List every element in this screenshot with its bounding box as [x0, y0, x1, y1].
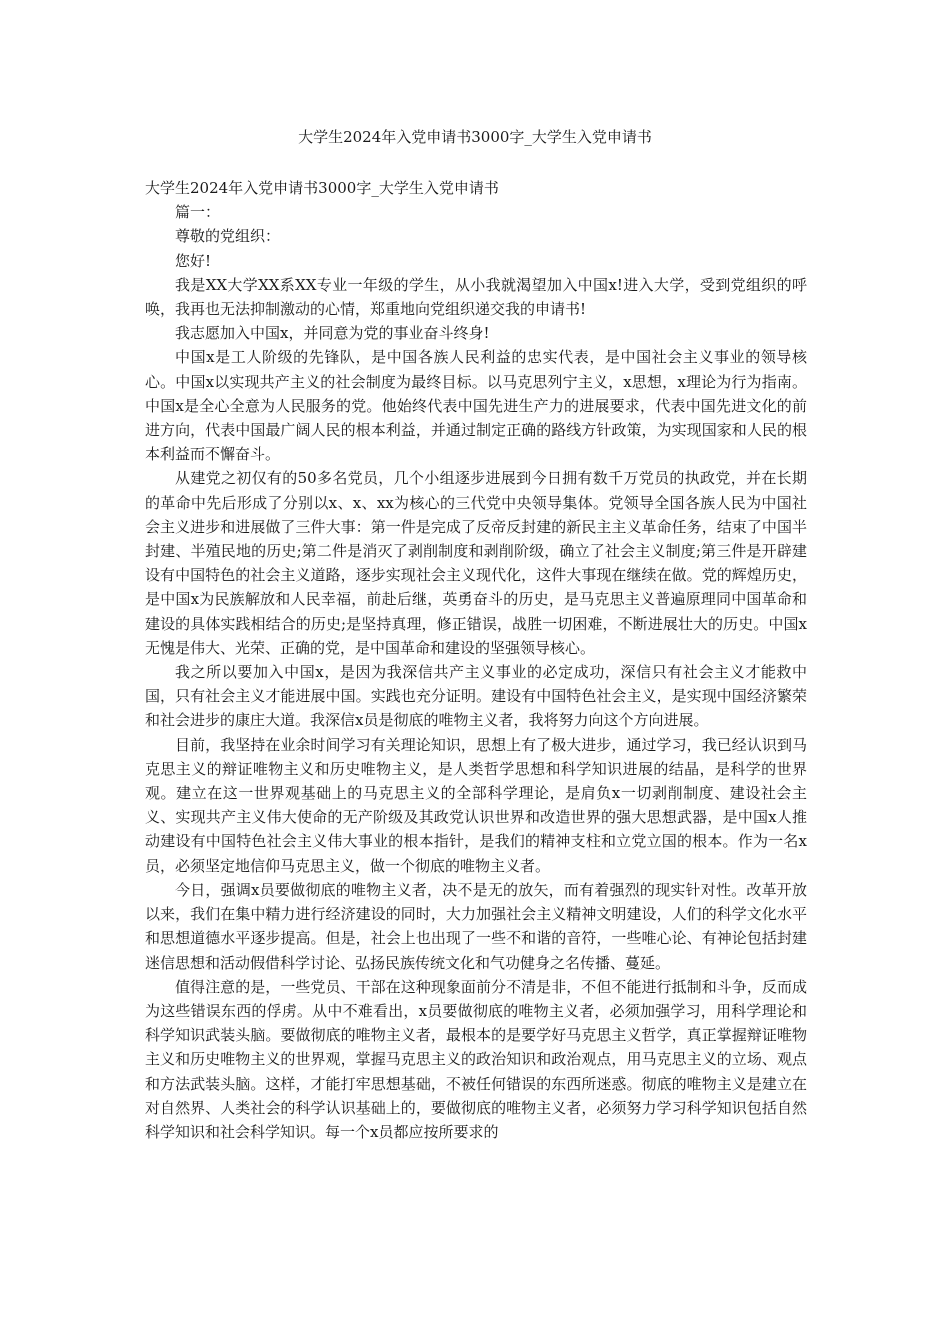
document-body: [145, 176, 807, 1144]
document-title: 大学生2024年入党申请书3000字_大学生入党申请书: [298, 128, 652, 146]
paragraph: 中国x是工人阶级的先锋队，是中国各族人民利益的忠实代表，是中国社会主义事业的领导核心。中国x以实现共产主义的社会制度为最终目标。以马克思列宁主义，x思想，x理论为行为指南。中国x是全心全意为人民服务的党。他始终代表中国先进生产力的进展要求，代表中国先进文化的前进方向，代表中国最广阔人民的根本利益，并通过制定正确的路线方针政策，为实现国家和人民的根本利益而不懈奋斗。: [145, 348, 807, 464]
paragraph: 目前，我坚持在业余时间学习有关理论知识，思想上有了极大进步，通过学习，我已经认识到马克思主义的辩证唯物主义和历史唯物主义，是人类哲学思想和科学知识进展的结晶，是科学的世界观。建立在这一世界观基础上的马克思主义的全部科学理论，是肩负x一切剥削制度、建设社会主义、实现共产主义伟大使命的无产阶级及其政党认识世界和改造世界的强大思想武器，是中国x人推动建设有中国特色社会主义伟大事业的根本指针，是我们的精神支柱和立党立国的根本。作为一名x员，必须坚定地信仰马克思主义，做一个彻底的唯物主义者。: [145, 735, 807, 875]
paragraph: 我之所以要加入中国x，是因为我深信共产主义事业的必定成功，深信只有社会主义才能救中国，只有社会主义才能进展中国。实践也充分证明。建设有中国特色社会主义，是实现中国经济繁荣和社会进步的康庄大道。我深信x员是彻底的唯物主义者，我将努力向这个方向进展。: [145, 663, 807, 730]
paragraph-salutation: 尊敬的党组织：: [175, 227, 281, 246]
paragraph: 今日，强调x员要做彻底的唯物主义者，决不是无的放矢，而有着强烈的现实针对性。改革开放以来，我们在集中精力进行经济建设的同时，大力加强社会主义精神文明建设，人们的科学文化水平和思想道德水平逐步提高。但是，社会上也出现了一些不和谐的音符，一些唯心论、有神论包括封建迷信思想和活动假借科学讨论、弘扬民族传统文化和气功健身之名传播、蔓延。: [145, 880, 807, 972]
paragraph-greeting: 您好!: [175, 251, 212, 270]
paragraph: 我志愿加入中国x，并同意为党的事业奋斗终身!: [175, 324, 490, 343]
paragraph-section-label: 篇一：: [175, 203, 221, 222]
paragraph: 从建党之初仅有的50多名党员，几个小组逐步进展到今日拥有数千万党员的执政党，并在长期的革命中先后形成了分别以x、x、xx为核心的三代党中央领导集体。党领导全国各族人民为中国社会主义进步和进展做了三件大事：第一件是完成了反帝反封建的新民主主义革命任务，结束了中国半封建、半殖民地的历史;第二件是消灭了剥削制度和剥削阶级，确立了社会主义制度;第三件是开辟建设有中国特色的社会主义道路，逐步实现社会主义现代化，这件大事现在继续在做。党的辉煌历史，是中国x为民族解放和人民幸福，前赴后继，英勇奋斗的历史，是马克思主义普遍原理同中国革命和建设的具体实践相结合的历史;是坚持真理，修正错误，战胜一切困难，不断进展壮大的历史。中国x无愧是伟大、光荣、正确的党，是中国革命和建设的坚强领导核心。: [145, 469, 807, 657]
paragraph: 值得注意的是，一些党员、干部在这种现象面前分不清是非，不但不能进行抵制和斗争，反而成为这些错误东西的俘虏。从中不难看出，x员要做彻底的唯物主义者，必须加强学习，用科学理论和科学知识武装头脑。要做彻底的唯物主义者，最根本的是要学好马克思主义哲学，真正掌握辩证唯物主义和历史唯物主义的世界观，掌握马克思主义的政治知识和政治观点，用马克思主义的立场、观点和方法武装头脑。这样，才能打牢思想基础，不被任何错误的东西所迷惑。彻底的唯物主义是建立在对自然界、人类社会的科学认识基础上的，要做彻底的唯物主义者，必须努力学习科学知识包括自然科学知识和社会科学知识。每一个x员都应按所要求的: [145, 977, 807, 1141]
document-heading: 大学生2024年入党申请书3000字_大学生入党申请书: [145, 179, 499, 197]
paragraph: 我是XX大学XX系XX专业一年级的学生，从小我就渴望加入中国x!进入大学，受到党组织的呼唤，我再也无法抑制激动的心情，郑重地向党组织递交我的申请书!: [145, 275, 807, 319]
